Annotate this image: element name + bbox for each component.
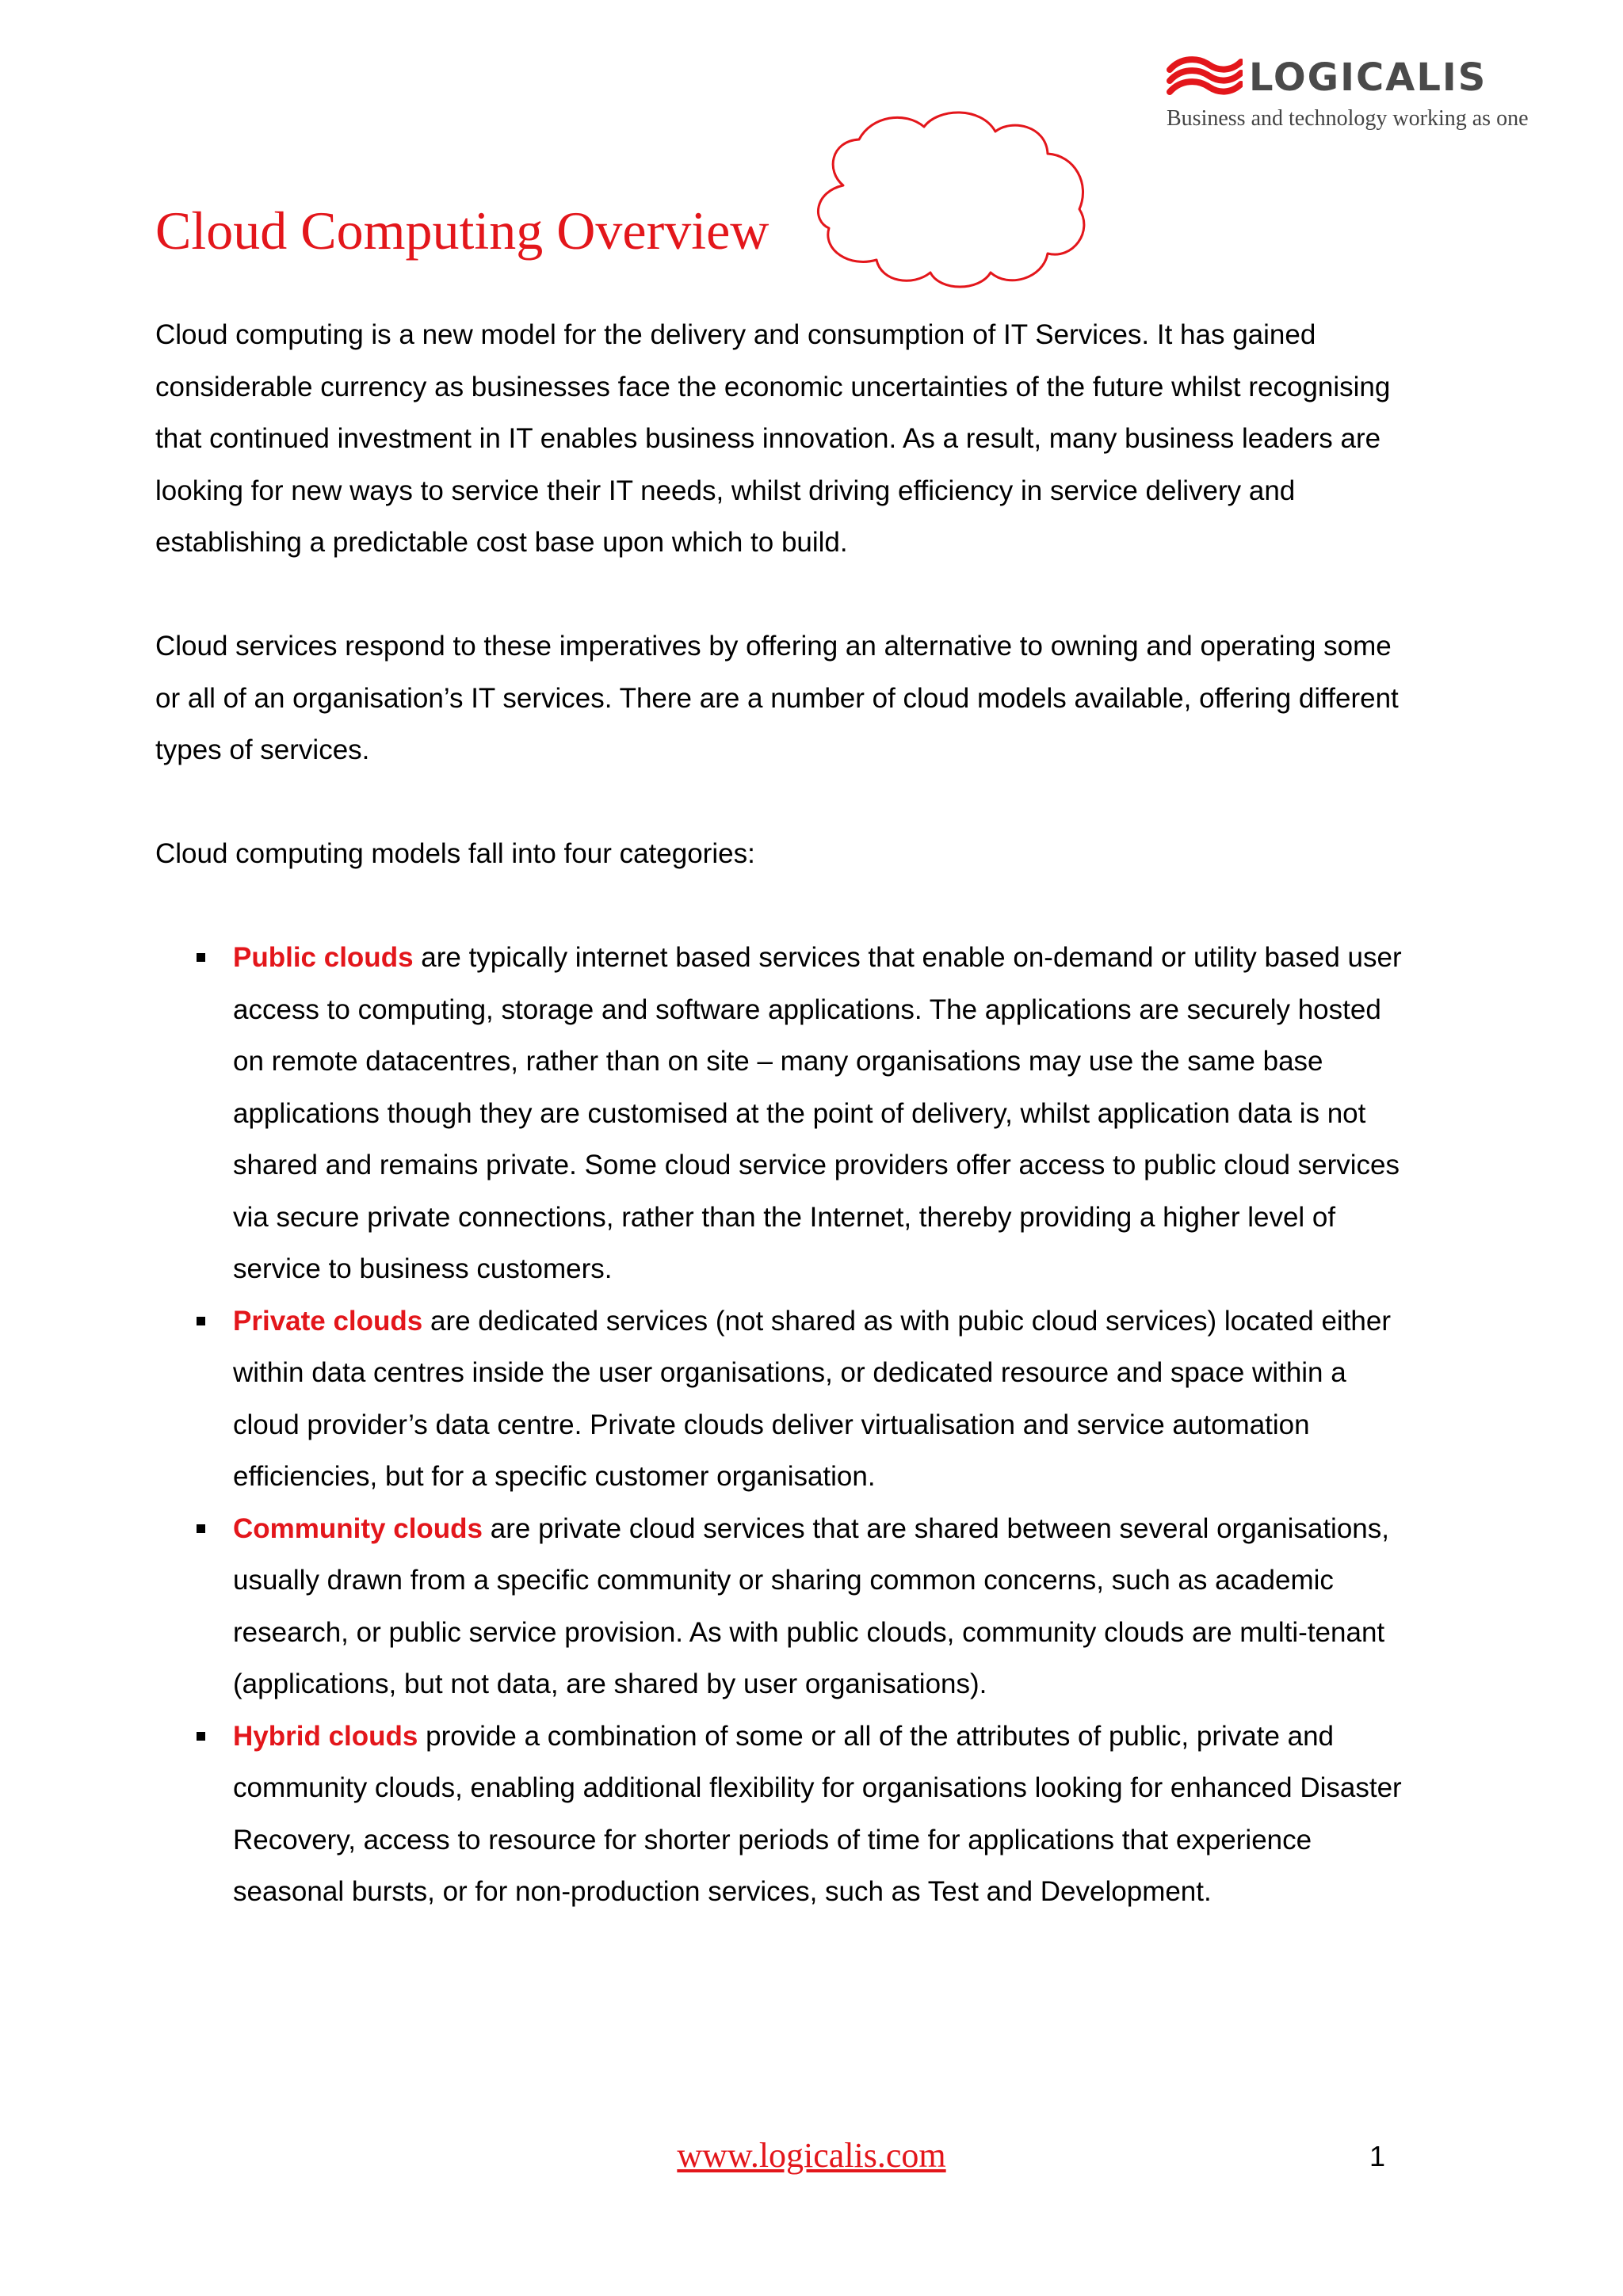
intro-paragraph-2: Cloud services respond to these imperatives by offering an alternative to owning and operating some or all of an organisation’s IT services. There are a number of cloud models available, offering different types of services. — [155, 631, 1399, 765]
term-community-clouds: Community clouds — [233, 1512, 483, 1544]
term-hybrid-clouds: Hybrid clouds — [233, 1720, 418, 1752]
intro-paragraph-1: Cloud computing is a new model for the delivery and consumption of IT Services. It has gained considerable currency as businesses face the economic uncertainties of the future whilst recognising that continued investment in IT enables business innovation. As a result, many business leaders are looking for new ways to service their IT needs, whilst driving efficiency in service delivery and establishing a predictable cost base upon which to build. — [155, 319, 1391, 558]
list-item-public-clouds — [155, 932, 1407, 1295]
page-title: Cloud Computing Overview — [155, 200, 769, 261]
list-item-private-clouds — [155, 1295, 1407, 1503]
square-bullet-icon — [197, 1732, 205, 1741]
logicalis-swoosh-icon — [1167, 54, 1243, 100]
logo-wordmark: LOGICALIS — [1249, 55, 1487, 100]
term-public-clouds: Public clouds — [233, 942, 414, 973]
page-number: 1 — [1369, 2140, 1386, 2172]
cloud-categories-list — [155, 932, 1407, 1918]
description-public-clouds: are typically internet based services that enable on-demand or utility based user access to computing, storage and software applications. The applications are securely hosted on remote datacentres, rather than on site – many organisations may use the same base applications though they are customised at the point of delivery, whilst application data is not shared and remains private. Some cloud service providers offer access to public cloud services via secure private connections, rather than the Internet, thereby providing a higher level of service to business customers. — [233, 942, 1402, 1284]
logicalis-logo — [1167, 52, 1563, 139]
document-body — [155, 309, 1407, 1918]
list-item-community-clouds — [155, 1503, 1407, 1711]
description-community-clouds: are private cloud services that are shared between several organisations, usually drawn from a specific community or sharing common concerns, such as academic research, or public service provision. As with public clouds, community clouds are multi-tenant (applications, but not data, are shared by user organisations). — [233, 1512, 1389, 1699]
square-bullet-icon — [197, 1317, 205, 1325]
intro-paragraph-3: Cloud computing models fall into four categories: — [155, 838, 755, 869]
cloud-outline-icon — [812, 105, 1095, 292]
description-hybrid-clouds: provide a combination of some or all of the attributes of public, private and community clouds, enabling additional flexibility for organisations looking for enhanced Disaster Recovery, access to resource for shorter periods of time for applications that experience seasonal bursts, or for non-production services, such as Test and Development. — [233, 1720, 1402, 1907]
footer-url-link[interactable]: www.logicalis.com — [677, 2136, 946, 2175]
term-private-clouds: Private clouds — [233, 1305, 423, 1337]
logo-tagline: Business and technology working as one — [1167, 106, 1529, 131]
list-item-hybrid-clouds — [155, 1711, 1407, 1918]
logo-row — [1167, 52, 1563, 103]
square-bullet-icon — [197, 1524, 205, 1533]
square-bullet-icon — [197, 953, 205, 962]
description-private-clouds: are dedicated services (not shared as with pubic cloud services) located either within data centres inside the user organisations, or dedicated resource and space within a cloud provider’s data centre. Private clouds deliver virtualisation and service automation efficiencies, but for a specific customer organisation. — [233, 1305, 1392, 1492]
